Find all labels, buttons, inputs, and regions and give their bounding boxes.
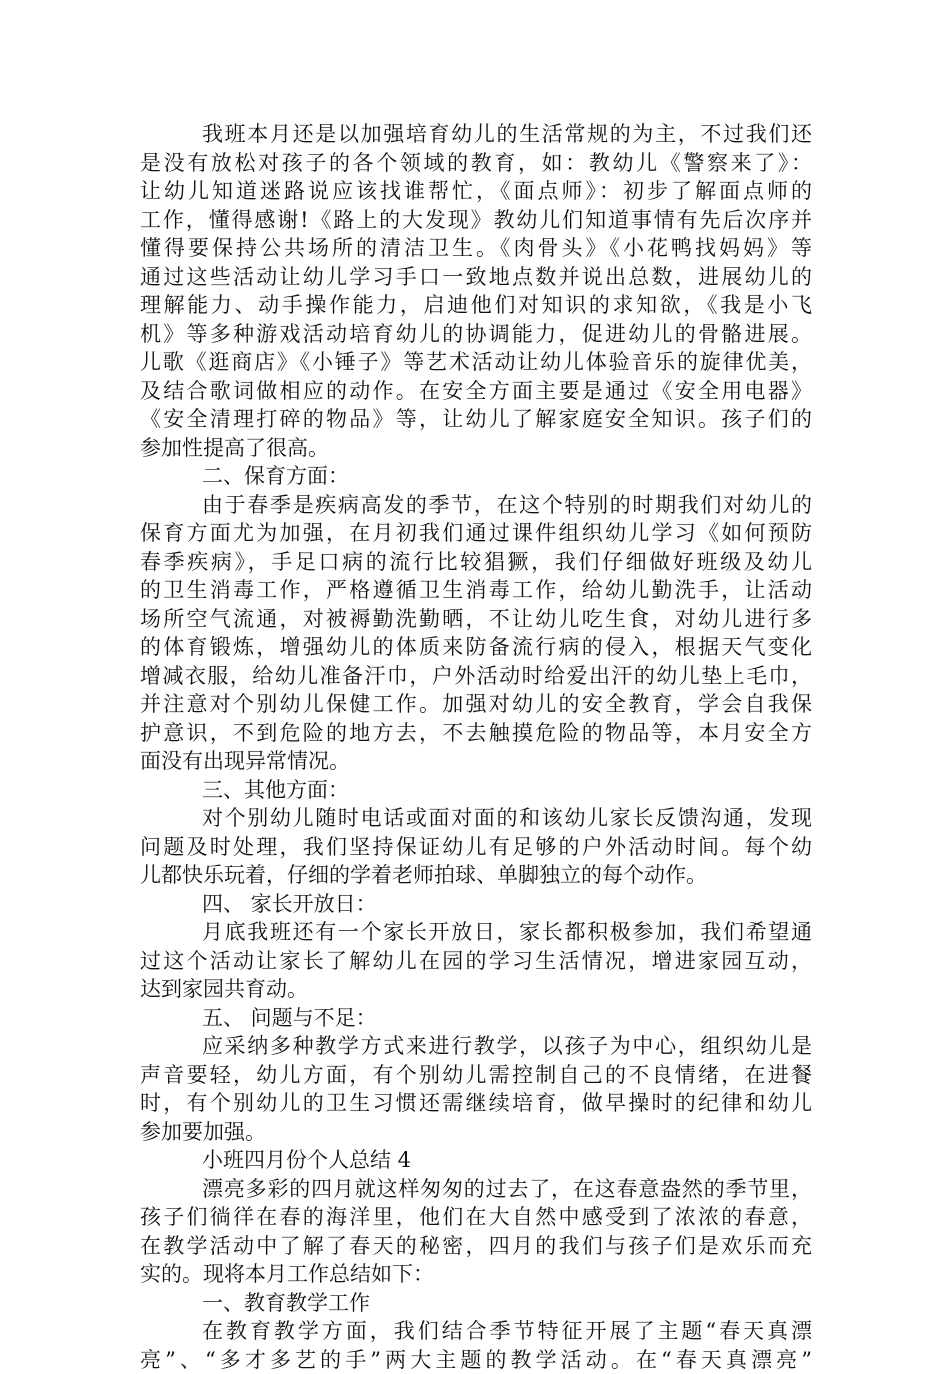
text-line: 在教学活动中了解了春天的秘密，四月的我们与孩子们是欢乐而充 — [140, 1232, 812, 1261]
text-line: 的体育锻炼，增强幼儿的体质来防备流行病的侵入，根据天气变化 — [140, 633, 812, 662]
text-line: 让幼儿知道迷路说应该找谁帮忙，《面点师》：初步了解面点师的 — [140, 177, 812, 206]
text-line: 及结合歌词做相应的动作。在安全方面主要是通过《安全用电器》 — [140, 377, 812, 406]
text-line: 三、其他方面： — [140, 776, 812, 805]
text-line: 时，有个别幼儿的卫生习惯还需继续培育，做早操时的纪律和幼儿 — [140, 1089, 812, 1118]
text-line: 应采纳多种教学方式来进行教学，以孩子为中心，组织幼儿是 — [140, 1032, 812, 1061]
text-line: 四、 家长开放日： — [140, 890, 812, 919]
text-line: 过这个活动让家长了解幼儿在园的学习生活情况，增进家园互动， — [140, 947, 812, 976]
text-line: 懂得要保持公共场所的清洁卫生。《肉骨头》《小花鸭找妈妈》等 — [140, 234, 812, 263]
text-line: 问题及时处理，我们坚持保证幼儿有足够的户外活动时间。每个幼 — [140, 833, 812, 862]
text-line: 一、教育教学工作 — [140, 1289, 812, 1318]
text-line: 我班本月还是以加强培育幼儿的生活常规的为主，不过我们还 — [140, 120, 812, 149]
text-line: 儿都快乐玩着，仔细的学着老师拍球、单脚独立的每个动作。 — [140, 861, 812, 890]
text-line: 五、 问题与不足： — [140, 1004, 812, 1033]
text-line: 月底我班还有一个家长开放日，家长都积极参加，我们希望通 — [140, 918, 812, 947]
text-line: 理解能力、动手操作能力，启迪他们对知识的求知欲，《我是小飞 — [140, 291, 812, 320]
text-line: 实的。现将本月工作总结如下： — [140, 1260, 812, 1289]
text-line: 的卫生消毒工作，严格遵循卫生消毒工作，给幼儿勤洗手，让活动 — [140, 576, 812, 605]
text-line: 声音要轻，幼儿方面，有个别幼儿需控制自己的不良情绪，在进餐 — [140, 1061, 812, 1090]
text-line: 并注意对个别幼儿保健工作。加强对幼儿的安全教育，学会自我保 — [140, 690, 812, 719]
text-line: 参加性提高了很高。 — [140, 434, 812, 463]
text-line: 增减衣服，给幼儿准备汗巾，户外活动时给爱出汗的幼儿垫上毛巾， — [140, 662, 812, 691]
text-line: 儿歌《逛商店》《小锤子》等艺术活动让幼儿体验音乐的旋律优美， — [140, 348, 812, 377]
text-line: 漂亮多彩的四月就这样匆匆的过去了，在这春意盎然的季节里， — [140, 1175, 812, 1204]
text-line: 机》等多种游戏活动培育幼儿的协调能力，促进幼儿的骨骼进展。 — [140, 320, 812, 349]
text-line: 面没有出现异常情况。 — [140, 747, 812, 776]
text-line: 在教育教学方面，我们结合季节特征开展了主题“春天真漂 — [140, 1317, 812, 1346]
document-body — [140, 120, 812, 1374]
text-line: 保育方面尤为加强，在月初我们通过课件组织幼儿学习《如何预防 — [140, 519, 812, 548]
text-line: 场所空气流通，对被褥勤洗勤晒，不让幼儿吃生食，对幼儿进行多 — [140, 605, 812, 634]
text-line: 由于春季是疾病高发的季节，在这个特别的时期我们对幼儿的 — [140, 491, 812, 520]
text-line: 通过这些活动让幼儿学习手口一致地点数并说出总数，进展幼儿的 — [140, 263, 812, 292]
text-line: 对个别幼儿随时电话或面对面的和该幼儿家长反馈沟通，发现 — [140, 804, 812, 833]
text-line: 护意识，不到危险的地方去，不去触摸危险的物品等，本月安全方 — [140, 719, 812, 748]
text-line: 小班四月份个人总结 4 — [140, 1146, 812, 1175]
text-line: 春季疾病》，手足口病的流行比较猖獗，我们仔细做好班级及幼儿 — [140, 548, 812, 577]
text-line: 工作，懂得感谢!《路上的大发现》教幼儿们知道事情有先后次序并 — [140, 206, 812, 235]
text-line: 参加要加强。 — [140, 1118, 812, 1147]
text-line: 亮”、“多才多艺的手”两大主题的教学活动。在“春天真漂亮” — [140, 1346, 812, 1374]
text-line: 《安全清理打碎的物品》等，让幼儿了解家庭安全知识。孩子们的 — [140, 405, 812, 434]
text-line: 孩子们徜徉在春的海洋里，他们在大自然中感受到了浓浓的春意， — [140, 1203, 812, 1232]
text-line: 二、保育方面： — [140, 462, 812, 491]
text-line: 达到家园共育动。 — [140, 975, 812, 1004]
text-line: 是没有放松对孩子的各个领域的教育，如：教幼儿《警察来了》： — [140, 149, 812, 178]
